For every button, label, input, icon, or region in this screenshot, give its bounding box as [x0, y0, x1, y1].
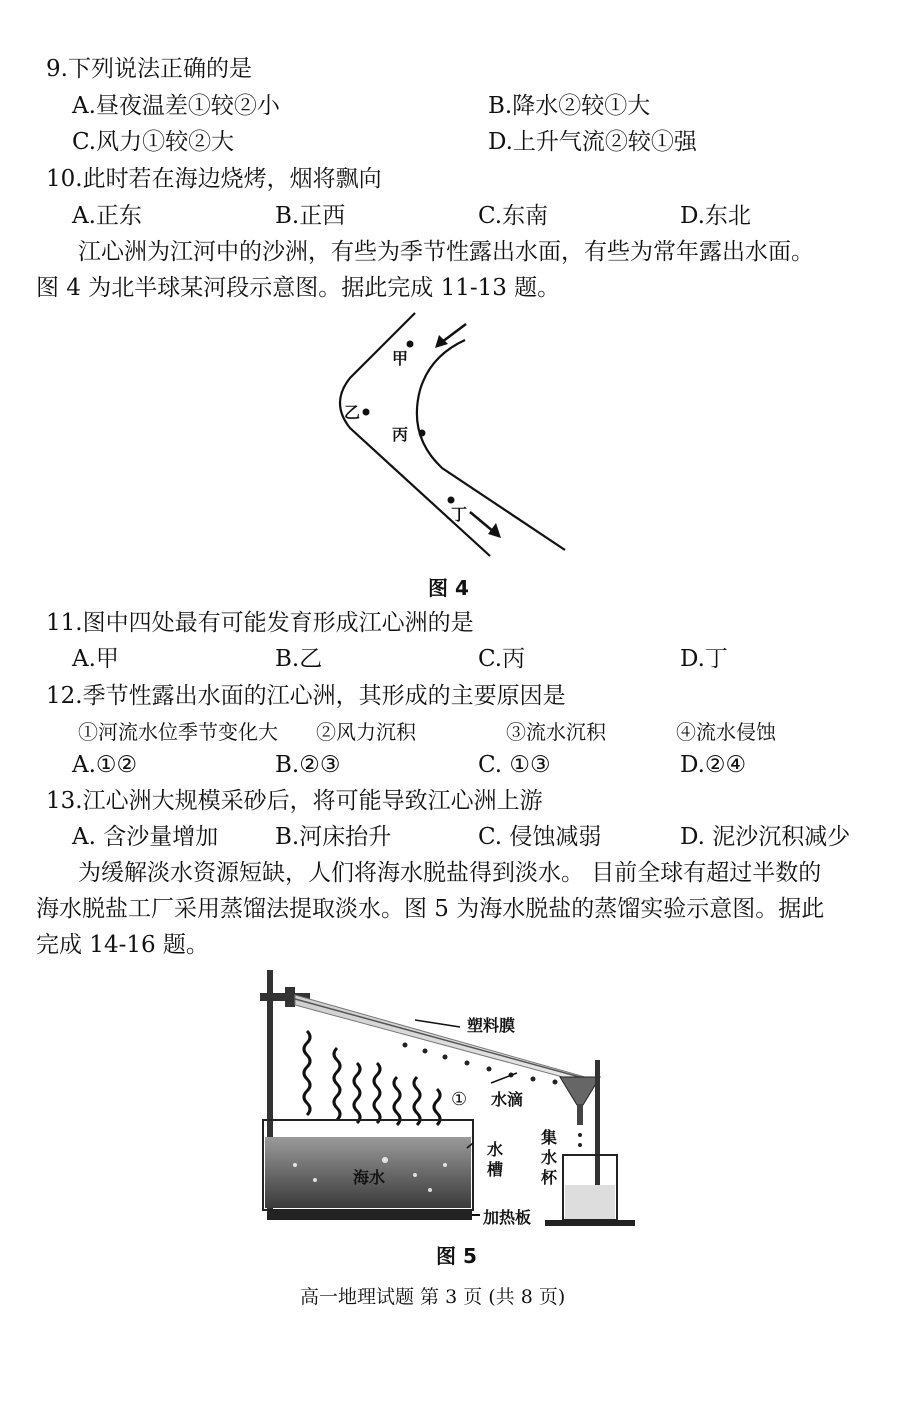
q12-option-b: B.②③: [275, 752, 341, 778]
marker-1: ①: [451, 1089, 468, 1110]
passage3-line1: 为缓解淡水资源短缺，人们将海水脱盐得到淡水。 目前全球有超过半数的: [78, 860, 822, 886]
river-outer-bank: [340, 313, 490, 556]
q13-stem: 13.江心洲大规模采砂后，将可能导致江心洲上游: [46, 788, 543, 814]
q9-option-b: B.降水②较①大: [488, 93, 651, 119]
passage3-line3: 完成 14-16 题。: [36, 932, 209, 958]
q10-stem: 10.此时若在海边烧烤，烟将飘向: [46, 166, 382, 192]
q13-option-d: D. 泥沙沉积减少: [680, 824, 851, 850]
point-jia: [407, 341, 414, 348]
label-cup-1: 集: [541, 1128, 558, 1147]
label-cup-3: 杯: [541, 1168, 558, 1187]
q11-option-b: B.乙: [275, 646, 323, 672]
label-water-drops: 水滴: [491, 1090, 524, 1109]
figure4-river-diagram: [320, 308, 580, 568]
label-cup-2: 水: [541, 1148, 558, 1167]
page-footer: 高一地理试题 第 3 页 (共 8 页): [300, 1286, 566, 1308]
label-ding: 丁: [451, 505, 468, 524]
figure4-caption: 图 4: [428, 576, 469, 600]
passage2-line1: 江心洲为江河中的沙洲，有些为季节性露出水面，有些为常年露出水面。: [78, 239, 814, 265]
q11-option-a: A.甲: [72, 646, 119, 672]
flow-arrow-upstream: [435, 324, 466, 348]
label-jia: 甲: [392, 349, 409, 368]
point-bing: [419, 430, 426, 437]
label-heating-plate: 加热板: [483, 1208, 532, 1227]
label-plastic-film: 塑料膜: [467, 1016, 516, 1035]
q13-option-b: B.河床抬升: [275, 824, 392, 850]
label-tank-2: 槽: [487, 1160, 504, 1179]
q11-stem: 11.图中四处最有可能发育形成江心洲的是: [46, 610, 474, 636]
label-yi: 乙: [344, 403, 361, 422]
q11-option-d: D.丁: [680, 646, 728, 672]
figure5-caption: 图 5: [436, 1244, 477, 1268]
q12-item-3: ③流水沉积: [506, 720, 606, 744]
passage3-line2: 海水脱盐工厂采用蒸馏法提取淡水。图 5 为海水脱盐的蒸馏实验示意图。据此: [36, 896, 825, 922]
funnel: [560, 1077, 600, 1105]
q10-option-d: D.东北: [680, 203, 751, 229]
passage2-line2: 图 4 为北半球某河段示意图。据此完成 11-13 题。: [36, 275, 561, 301]
point-ding: [448, 497, 455, 504]
q10-option-b: B.正西: [275, 203, 346, 229]
q12-item-1: ①河流水位季节变化大: [78, 720, 278, 744]
q10-option-c: C.东南: [478, 203, 549, 229]
vapor-waves: [304, 1031, 440, 1125]
q9-option-d: D.上升气流②较①强: [488, 129, 697, 155]
river-inner-bank: [417, 340, 565, 550]
q9-option-a: A.昼夜温差①较②小: [72, 93, 280, 119]
heating-plate: [267, 1210, 472, 1220]
label-tank-1: 水: [487, 1140, 504, 1159]
q10-option-a: A.正东: [72, 203, 142, 229]
q9-stem: 9.下列说法正确的是: [46, 56, 252, 82]
q9-option-c: C.风力①较②大: [72, 129, 235, 155]
q13-option-a: A. 含沙量增加: [72, 824, 219, 850]
flow-arrow-downstream: [470, 512, 501, 538]
q12-item-2: ②风力沉积: [316, 720, 416, 744]
q12-option-d: D.②④: [680, 752, 747, 778]
q11-option-c: C.丙: [478, 646, 526, 672]
figure5-distillation-diagram: [255, 965, 645, 1233]
point-yi: [363, 409, 370, 416]
q13-option-c: C. 侵蚀减弱: [478, 824, 602, 850]
label-seawater: 海水: [353, 1168, 386, 1187]
q12-item-4: ④流水侵蚀: [676, 720, 776, 744]
q12-option-a: A.①②: [72, 752, 138, 778]
q12-stem: 12.季节性露出水面的江心洲，其形成的主要原因是: [46, 683, 566, 709]
q12-option-c: C. ①③: [478, 752, 551, 778]
label-bing: 丙: [392, 425, 409, 444]
